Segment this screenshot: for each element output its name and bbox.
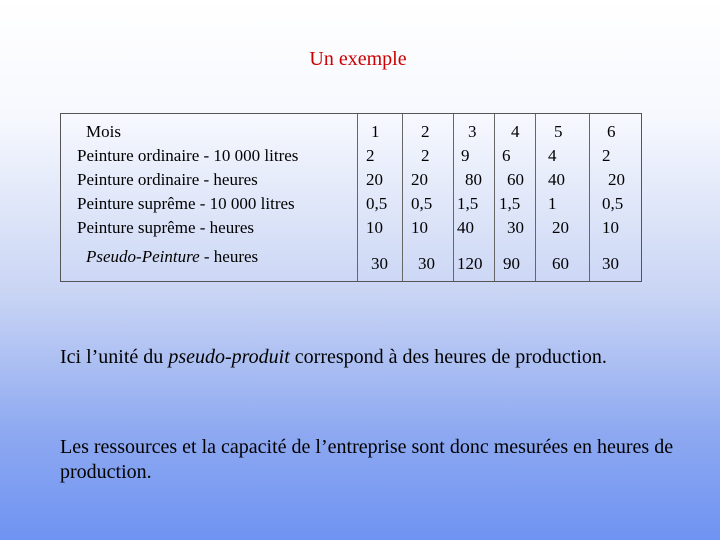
table-cell-pseudo: 30 bbox=[371, 254, 388, 273]
table-cell: 40 bbox=[457, 218, 474, 237]
table-cell-pseudo: 90 bbox=[503, 254, 520, 273]
table-cell: 0,5 bbox=[411, 194, 433, 213]
table-cell: 20 bbox=[366, 170, 383, 189]
table-cell: 2 bbox=[366, 146, 375, 165]
table-cell: 9 bbox=[461, 146, 470, 165]
table-cell-pseudo: 60 bbox=[552, 254, 569, 273]
table-cell-pseudo: 30 bbox=[602, 254, 619, 273]
table-cell: 20 bbox=[552, 218, 569, 237]
table-cell-pseudo: 120 bbox=[457, 254, 483, 273]
conclusion-paragraph: Les ressources et la capacité de l’entreprise sont donc mesurées en heures de production. bbox=[60, 436, 674, 483]
table-cell: 4 bbox=[548, 146, 557, 165]
table-cell: 2 bbox=[421, 146, 430, 165]
table-cell: 20 bbox=[608, 170, 625, 189]
pseudo-label-rest: - heures bbox=[199, 247, 259, 266]
month-header: 2 bbox=[421, 122, 430, 141]
pseudo-label-italic: Pseudo-Peinture bbox=[86, 247, 200, 266]
table-cell: 80 bbox=[465, 170, 482, 189]
month-header: 6 bbox=[607, 122, 616, 141]
table-cell: 10 bbox=[366, 218, 383, 237]
row-label-supreme-volume: Peinture suprême - 10 000 litres bbox=[77, 194, 295, 213]
row-label-supreme-hours: Peinture suprême - heures bbox=[77, 218, 255, 237]
table-cell: 6 bbox=[502, 146, 511, 165]
table-cell: 0,5 bbox=[366, 194, 388, 213]
table-cell: 0,5 bbox=[602, 194, 624, 213]
column-divider bbox=[357, 114, 358, 281]
row-label-month: Mois bbox=[86, 122, 121, 141]
table-cell: 60 bbox=[507, 170, 524, 189]
column-divider bbox=[535, 114, 536, 281]
table-cell-pseudo: 30 bbox=[418, 254, 435, 273]
table-cell: 10 bbox=[602, 218, 619, 237]
column-divider bbox=[494, 114, 495, 281]
row-label-pseudo-hours bbox=[86, 245, 258, 269]
row-label-ordinary-hours: Peinture ordinaire - heures bbox=[77, 170, 258, 189]
month-header: 5 bbox=[554, 122, 563, 141]
column-divider bbox=[589, 114, 590, 281]
month-header: 3 bbox=[468, 122, 477, 141]
table-cell: 1,5 bbox=[457, 194, 479, 213]
para1-part2: correspond à des heures de production. bbox=[289, 346, 607, 368]
row-label-ordinary-volume: Peinture ordinaire - 10 000 litres bbox=[77, 146, 299, 165]
table-cell: 1,5 bbox=[499, 194, 521, 213]
month-header: 1 bbox=[371, 122, 380, 141]
table-cell: 40 bbox=[548, 170, 565, 189]
para1-part1: Ici l’unité du bbox=[60, 346, 169, 368]
table-cell: 1 bbox=[548, 194, 557, 213]
explanation-paragraph bbox=[60, 345, 710, 370]
table-cell: 10 bbox=[411, 218, 428, 237]
para1-italic: pseudo-produit bbox=[168, 346, 290, 368]
data-table bbox=[60, 113, 642, 282]
month-header: 4 bbox=[511, 122, 520, 141]
table-cell: 20 bbox=[411, 170, 428, 189]
slide-title: Un exemple bbox=[309, 48, 407, 70]
table-cell: 30 bbox=[507, 218, 524, 237]
column-divider bbox=[402, 114, 403, 281]
column-divider bbox=[453, 114, 454, 281]
table-cell: 2 bbox=[602, 146, 611, 165]
